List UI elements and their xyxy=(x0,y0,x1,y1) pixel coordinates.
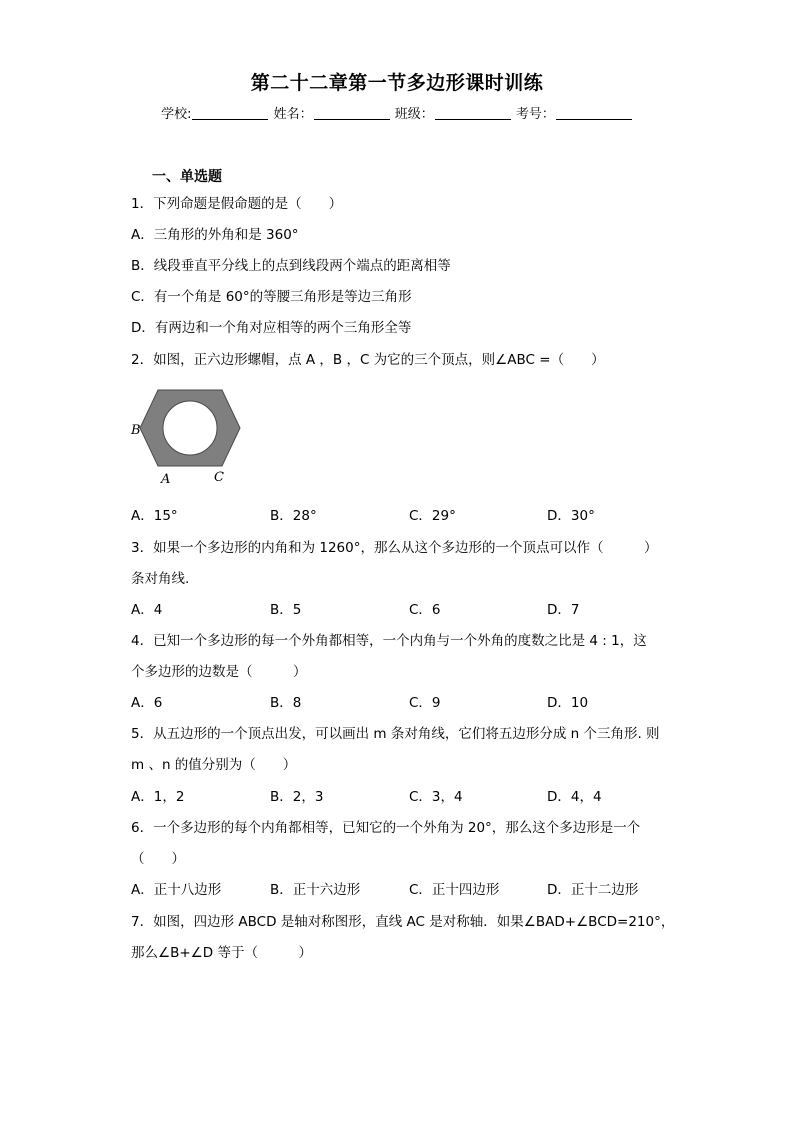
student-info-line xyxy=(0,103,794,122)
question-2-option-c: C．29° xyxy=(409,508,456,524)
label-a: A xyxy=(161,472,171,487)
question-4-option-a: A．6 xyxy=(131,695,163,711)
name-blank[interactable] xyxy=(314,107,390,120)
exam-number-label: 考号： xyxy=(515,107,555,122)
question-5-option-c: C．3，4 xyxy=(409,789,463,805)
question-6-option-d: D．正十二边形 xyxy=(547,882,639,898)
class-blank[interactable] xyxy=(435,107,511,120)
question-3-stem-line1: 3．如果一个多边形的内角和为 1260°，那么从这个多边形的一个顶点可以作（ ） xyxy=(131,540,658,556)
section-heading: 一、单选题 xyxy=(152,169,222,185)
question-6-option-c: C．正十四边形 xyxy=(409,882,500,898)
question-1-option-b: B．线段垂直平分线上的点到线段两个端点的距离相等 xyxy=(131,258,451,274)
question-1-option-a: A．三角形的外角和是 360° xyxy=(131,227,299,243)
question-4-option-d: D．10 xyxy=(547,695,589,711)
question-3-option-b: B．5 xyxy=(270,602,302,618)
question-1-stem: 1．下列命题是假命题的是（ ） xyxy=(131,196,343,212)
school-blank[interactable] xyxy=(192,107,268,120)
question-5-stem-line2: m 、n 的值分别为（ ） xyxy=(131,757,297,773)
question-2-option-a: A．15° xyxy=(131,508,178,524)
question-1-option-c: C．有一个角是 60°的等腰三角形是等边三角形 xyxy=(131,289,412,305)
question-6-stem-line2: （ ） xyxy=(131,851,185,867)
question-4-stem-line2: 个多边形的边数是（ ） xyxy=(131,664,307,680)
hexagon-nut-figure xyxy=(128,382,248,490)
question-6-option-a: A．正十八边形 xyxy=(131,882,222,898)
question-3-option-d: D．7 xyxy=(547,602,580,618)
question-4-option-c: C．9 xyxy=(409,695,441,711)
question-3-option-a: A．4 xyxy=(131,602,163,618)
school-label: 学校: xyxy=(161,107,192,122)
nut-hole-circle xyxy=(163,401,217,455)
question-6-option-b: B．正十六边形 xyxy=(270,882,361,898)
page-title: 第二十二章第一节多边形课时训练 xyxy=(250,72,544,94)
question-2-stem: 2．如图，正六边形螺帽，点 A ，B ，C 为它的三个顶点，则∠ABC =（ ） xyxy=(131,352,605,368)
question-5-stem-line1: 5．从五边形的一个顶点出发，可以画出 m 条对角线，它们将五边形分成 n 个三角形. 则 xyxy=(131,726,660,742)
question-3-option-c: C．6 xyxy=(409,602,441,618)
question-5-option-d: D．4，4 xyxy=(547,789,602,805)
question-3-stem-line2: 条对角线. xyxy=(131,571,190,587)
question-2-option-b: B．28° xyxy=(270,508,317,524)
class-label: 班级： xyxy=(394,107,434,122)
question-4-stem-line1: 4．已知一个多边形的每一个外角都相等，一个内角与一个外角的度数之比是 4 : 1，这 xyxy=(131,633,647,649)
question-7-stem-line2: 那么∠B+∠D 等于（ ） xyxy=(131,945,312,961)
name-label: 姓名： xyxy=(273,107,313,122)
question-2-option-d: D．30° xyxy=(547,508,595,524)
question-1-option-d: D．有两边和一个角对应相等的两个三角形全等 xyxy=(131,320,412,336)
exam-number-blank[interactable] xyxy=(556,107,632,120)
question-5-option-a: A．1，2 xyxy=(131,789,185,805)
question-7-stem-line1: 7．如图，四边形 ABCD 是轴对称图形，直线 AC 是对称轴．如果∠BAD+∠BCD=210°， xyxy=(131,914,675,930)
question-6-stem-line1: 6．一个多边形的每个内角都相等，已知它的一个外角为 20°，那么这个多边形是一个 xyxy=(131,820,641,836)
question-4-option-b: B．8 xyxy=(270,695,302,711)
question-5-option-b: B．2，3 xyxy=(270,789,324,805)
label-b: B xyxy=(131,423,141,438)
label-c: C xyxy=(214,470,224,485)
